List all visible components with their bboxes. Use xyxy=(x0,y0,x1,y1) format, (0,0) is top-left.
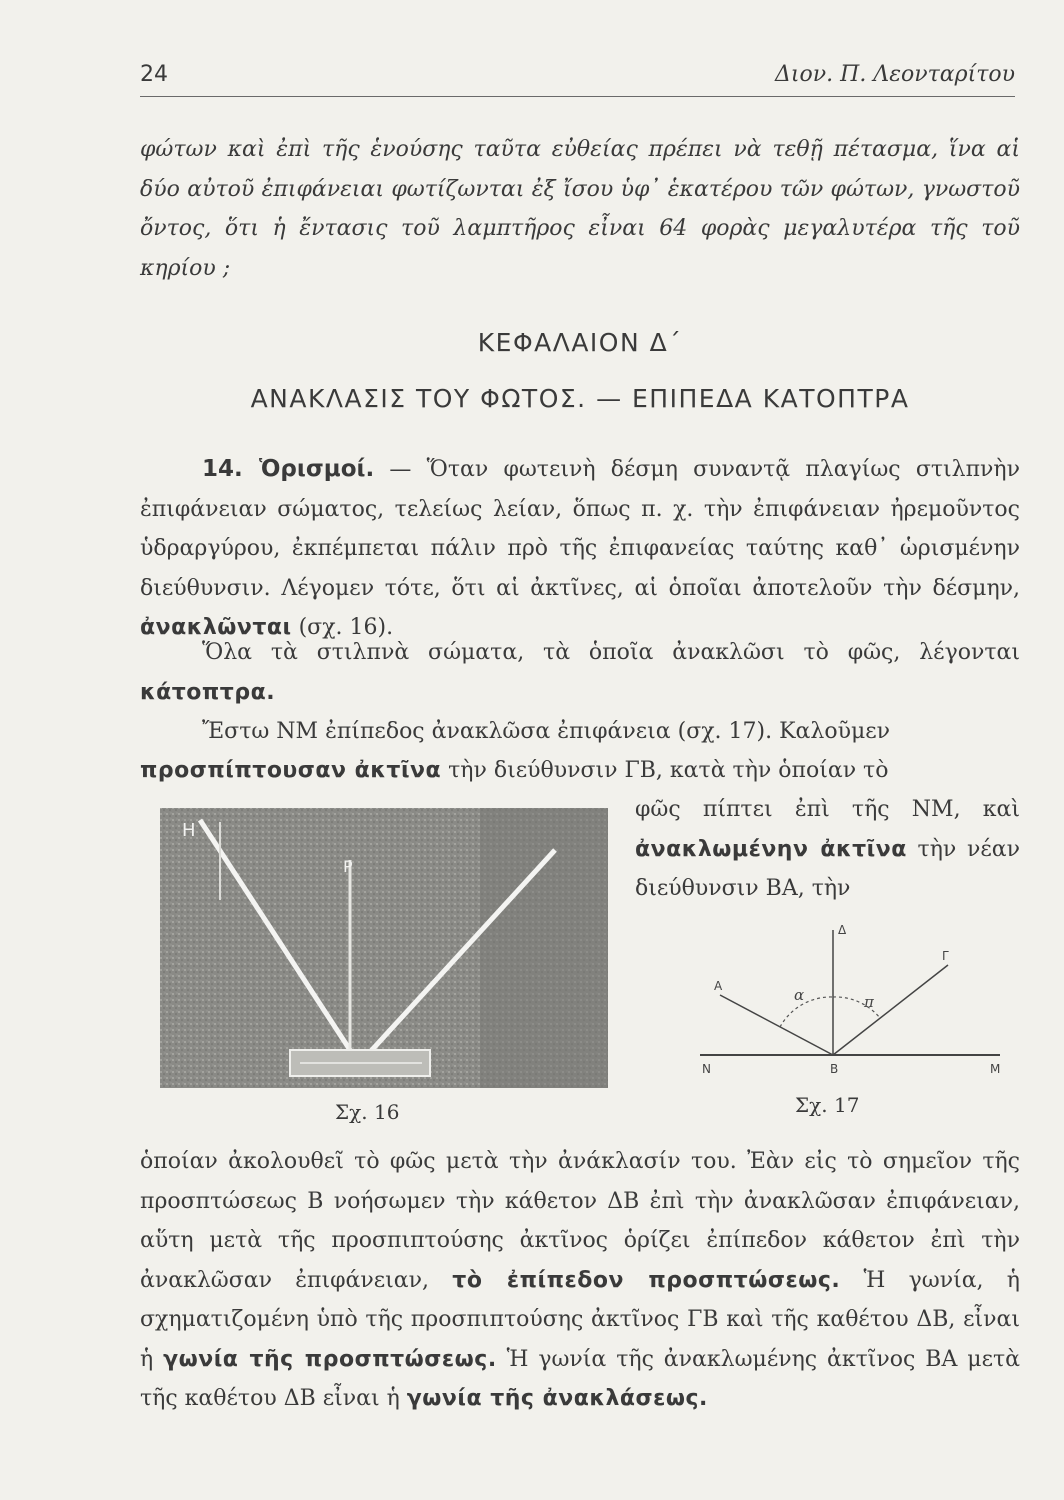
label-nu: Ν xyxy=(702,1062,711,1076)
term-angle-of-reflection: γωνία τῆς ἀνακλάσεως. xyxy=(406,1386,708,1411)
term-reflected-ray: ἀνακλωμένην ἀκτῖνα xyxy=(635,836,907,862)
paragraph-incident-ray xyxy=(140,712,1020,752)
side-text-a: φῶς πίπτει ἐπὶ τῆς ΝΜ, καὶ xyxy=(635,797,1020,822)
para4-text-b: Ἡ γωνία, ἡ σχηματιζομένη ὑπὸ τῆς προσπιπτούσης ἀκτῖνος ΓΒ καὶ τῆς καθέτου ΔΒ, εἶναι ἡ xyxy=(140,1267,1020,1372)
running-title: Διον. Π. Λεονταρίτου xyxy=(775,62,1015,87)
side-text-b: τὴν νέαν διεύθυνσιν ΒΑ, τὴν xyxy=(635,836,1020,901)
figure-17-caption: Σχ. 17 xyxy=(795,1093,860,1117)
label-alpha-point: Α xyxy=(714,979,723,993)
page-number: 24 xyxy=(140,62,168,87)
label-angle-pi: π xyxy=(864,993,874,1011)
label-mu: Μ xyxy=(990,1062,1001,1076)
angle-arc-reflection xyxy=(780,997,833,1027)
term-plane-of-incidence: τὸ ἐπίπεδον προσπτώσεως. xyxy=(452,1267,841,1293)
label-gamma: Γ xyxy=(942,949,949,963)
section-heading: 14. Ὁρισμοί. xyxy=(202,456,375,482)
paragraph-reflected-ray xyxy=(635,790,1020,909)
term-katoptra: κάτοπτρα. xyxy=(140,679,276,705)
para3-text-b: τὴν διεύθυνσιν ΓΒ, κατὰ τὴν ὁποίαν τὸ xyxy=(441,758,889,783)
figure-17-diagram xyxy=(690,910,1020,1100)
para1-ref: (σχ. 16). xyxy=(291,615,394,640)
figure-16-photo xyxy=(160,800,608,1088)
para1-text: — Ὅταν φωτεινὴ δέσμη συναντᾷ πλαγίως στιλπνὴν ἐπιφάνειαν σώματος, τελείως λείαν, ὅπως π. χ. τὴν ἐπιφάνειαν ἠρεμοῦντος ὑδραργύρου, ἐκπέμπεται πάλιν πρὸ τῆς ἐπιφανείας ταύτης καθ᾽ ὡρισμένην διεύθυνσιν. Λέγομεν τότε, ὅτι αἱ ἀκτῖνες, αἱ ὁποῖαι ἀποτελοῦν τὴν δέσμην, xyxy=(140,457,1020,601)
para4-text-a: ὁποίαν ἀκολουθεῖ τὸ φῶς μετὰ τὴν ἀνάκλασίν του. Ἐὰν εἰς τὸ σημεῖον τῆς προσπτώσεως Β νοήσωμεν τὴν κάθετον ΔΒ ἐπὶ τὴν ἀνακλῶσαν ἐπιφάνειαν, αὕτη μετὰ τῆς προσπιπτούσης ἀκτῖνος ὁρίζει ἐπίπεδον κάθετον ἐπὶ τὴν ἀνακλῶσαν ἐπιφάνειαν, xyxy=(140,1149,1020,1293)
chapter-label: ΚΕΦΑΛΑΙΟΝ Δ΄ xyxy=(477,328,683,357)
term-anaklontai: ἀνακλῶνται xyxy=(140,615,292,640)
para3-text: Ἔστω ΝΜ ἐπίπεδος ἀνακλῶσα ἐπιφάνεια (σχ. 17). Καλοῦμεν xyxy=(202,719,891,744)
paragraph-angles xyxy=(140,1142,1020,1419)
figure-16-caption: Σχ. 16 xyxy=(335,1100,400,1124)
intro-paragraph: φώτων καὶ ἐπὶ τῆς ἑνούσης ταῦτα εὐθείας πρέπει νὰ τεθῇ πέτασμα, ἵνα αἱ δύο αὐτοῦ ἐπιφάνειαι φωτίζωνται ἐξ ἴσου ὑφ᾽ ἑκατέρου τῶν φώτων, γνωστοῦ ὄντος, ὅτι ἡ ἔντασις τοῦ λαμπτῆρος εἶναι 64 φορὰς μεγαλυτέρα τῆς τοῦ κηρίου ; xyxy=(140,137,1020,281)
incident-ray-line xyxy=(833,965,948,1055)
term-angle-of-incidence: γωνία τῆς προσπτώσεως. xyxy=(163,1346,497,1372)
chapter-title: ΑΝΑΚΛΑΣΙΣ ΤΟΥ ΦΩΤΟΣ. — ΕΠΙΠΕΔΑ ΚΑΤΟΠΤΡΑ xyxy=(250,384,910,413)
term-incident-ray: προσπίπτουσαν ἀκτῖνα xyxy=(140,758,442,783)
reflected-ray-line xyxy=(720,995,833,1055)
label-delta: Δ xyxy=(838,923,847,937)
paragraph-definitions xyxy=(140,450,1020,648)
photo-label-eta: Η xyxy=(182,820,196,841)
label-beta: Β xyxy=(830,1062,839,1076)
para4-text-c: Ἡ γωνία τῆς ἀνακλωμένης ἀκτῖνος ΒΑ μετὰ τῆς καθέτου ΔΒ εἶναι ἡ xyxy=(140,1346,1020,1411)
paragraph-mirrors xyxy=(140,633,1020,712)
photo-label-rho: Ρ xyxy=(343,857,353,876)
paragraph-incident-ray-cont xyxy=(140,751,1020,791)
page-header xyxy=(140,62,1015,97)
para2-text: Ὅλα τὰ στιλπνὰ σώματα, τὰ ὁποῖα ἀνακλῶσι τὸ φῶς, λέγονται xyxy=(202,640,1020,665)
label-angle-alpha: α xyxy=(794,986,805,1004)
